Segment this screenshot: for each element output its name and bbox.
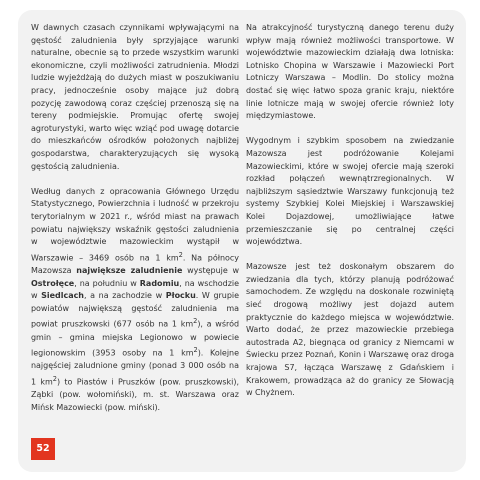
city-ostroleka: Ostrołęce: [31, 278, 75, 288]
text-run: . W grupie powiatów największą gęstość zaludnienia ma powiat pruszkowski (677 osób na 1 km: [31, 291, 239, 329]
text-run: , a na zachodzie w: [83, 291, 166, 301]
text-run: , na południu w: [74, 278, 140, 288]
city-radom: Radomiu: [139, 278, 180, 288]
right-column: [246, 22, 454, 400]
text-run: , na wschodzie w: [31, 278, 239, 301]
right-paragraph-3: Mazowsze jest też doskonałym obszarem do zwiedzania dla tych, którzy planują podróżować samochodem. Ze względu na doskonale rozwiniętą sieć drogową możliwy jest dojazd autem praktycznie do każdego miejsca w województwie. Warto dodać, że przez mazowieckie przebiega autostrada A2, biegnąca od granicy z Niemcami w Świecku przez Poznań, Konin i Warszawę oraz droga krajowa S7, łącząca Warszawę z Gdańskiem i Krakowem, prowadząca aż do granicy ze Słowacją w Chyżnem.: [246, 262, 454, 398]
superscript: 2: [178, 250, 183, 259]
page-number: 52: [31, 438, 55, 460]
city-plock: Płocku: [165, 291, 196, 301]
text-run: ), a wśród gmin – gmina miejska Legionowo w powiecie legionowskim (3953 osoby na 1 km: [31, 319, 239, 358]
bold-text: największe zaludnienie: [76, 265, 183, 275]
text-run: występuje w: [182, 265, 239, 275]
right-paragraph-1: Na atrakcyjność turystyczną danego terenu duży wpływ mają również możliwości transportowe. W województwie mazowieckim działają dwa lotniska: Lotnisko Chopina w Warszawie i Mazowiecki Port Lotniczy Warszawa – Modlin. Do stolicy można dostać się więc łatwo spoza granic kraju, niektóre linie lotnicze mają w swojej ofercie również loty międzymiastowe.: [246, 23, 454, 121]
superscript: 2: [52, 375, 57, 383]
text-run: . Na północy Mazowsza: [31, 253, 240, 275]
city-siedlce: Siedlcach: [41, 291, 84, 301]
left-column: [31, 22, 239, 414]
superscript: 2: [193, 346, 198, 355]
text-run: ) to Piastów i Pruszków (pow. pruszkowski), Ząbki (pow. wołomiński), m. st. Warszawa oraz Mińsk Mazowiecki (pow. miński).: [31, 377, 239, 412]
superscript: 2: [193, 317, 198, 326]
right-paragraph-2: Wygodnym i szybkim sposobem na zwiedzanie Mazowsza jest podróżowanie Kolejami Mazowieckimi, które w swojej ofercie mają szeroki rozkład połączeń wewnątrzregionalnych. W najbliższym sąsiedztwie Warszawy funkcjonują też systemy Szybkiej Kolei Miejskiej i Warszawskiej Kolei Dojazdowej, umożliwiające łatwe przemieszczanie się po centralnej części województwa.: [246, 136, 454, 247]
left-paragraph-2: [31, 186, 239, 415]
text-run: ). Kolejne najgęściej zaludnione gminy (ponad 3 000 osób na 1 km: [31, 348, 239, 387]
text-run: Według danych z opracowania Głównego Urzędu Statystycznego, Powierzchnia i ludność w przekroju terytorialnym w 2021 r., wśród miast na prawach powiatu największy wskaźnik gęstości zaludnienia w województwie mazowieckim wystąpił w Warszawie – 3469 osób na 1 km: [31, 186, 239, 263]
left-paragraph-1: W dawnych czasach czynnikami wpływającymi na gęstość zaludnienia były sprzyjające warunki naturalne, obecnie są to przede wszystkim warunki ekonomiczne, czyli możliwości zatrudnienia. Młodzi ludzie wyjeżdżają do dużych miast w poszukiwaniu pracy, jednocześnie osoby mające już dobrą pozycję zawodową coraz częściej przenoszą się na tereny podmiejskie. Promując ofertę swojej agroturystyki, warto więc wziąć pod uwagę dotarcie do mieszkańców ośrodków położonych najbliżej gospodarstwa, charakteryzujących się wysoką gęstością zaludnienia.: [31, 23, 239, 171]
